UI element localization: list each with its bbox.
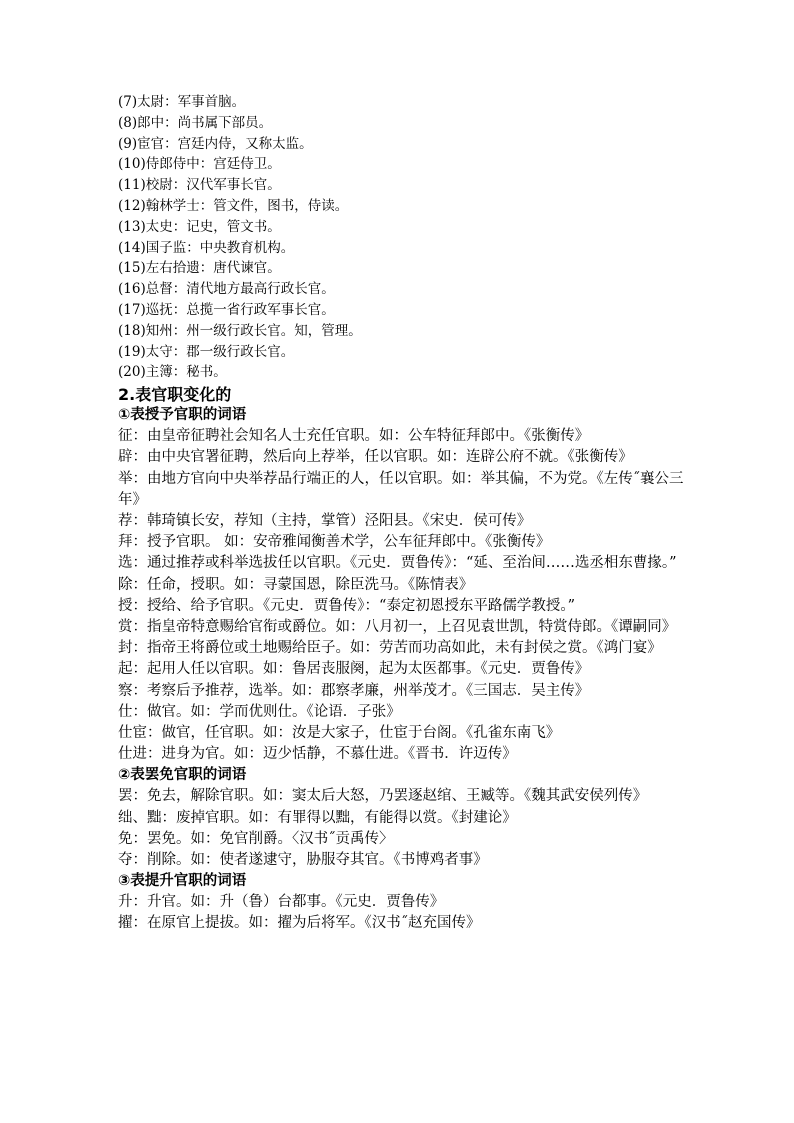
list-item: (10)侍郎侍中：宫廷侍卫。 [118, 156, 281, 173]
term-entry: 举：由地方官向中央举荐品行端正的人，任以官职。如：举其偏，不为党。《左传˝襄公三年》 [118, 470, 684, 508]
group-heading: ③表提升官职的词语 [118, 873, 247, 890]
appointment-terms-group [118, 405, 698, 765]
promotion-terms-group [118, 871, 698, 934]
list-item: (14)国子监：中央教育机构。 [118, 239, 295, 256]
dismissal-terms-group [118, 765, 698, 871]
term-entry: 升：升官。如：升（鲁）台都事。《元史．贾鲁传》 [118, 894, 445, 911]
term-entry: 夺：削除。如：使者遂逮守，胁服夺其官。《书博鸡者事》 [118, 852, 488, 869]
group-heading: ①表授予官职的词语 [118, 407, 247, 424]
list-item: (20)主簿：秘书。 [118, 364, 227, 381]
list-item: (17)巡抚：总揽一省行政军事长官。 [118, 301, 335, 318]
list-item: (11)校尉：汉代军事长官。 [118, 177, 281, 194]
term-entry: 察：考察后予推荐，选举。如：郡察孝廉，州举茂才。《三国志．吴主传》 [118, 682, 590, 699]
term-entry: 免：罢免。如：免官削爵。〈汉书˝贡禹传〉 [118, 830, 394, 847]
term-entry: 仕：做官。如：学而优则仕。《论语．子张》 [118, 703, 401, 720]
term-entry: 起：起用人任以官职。如：鲁居丧服阕，起为太医都事。《元史．贾鲁传》 [118, 661, 590, 678]
list-item: (7)太尉：军事首脑。 [118, 94, 246, 110]
term-entry: 赏：指皇帝特意赐给官衔或爵位。如：八月初一，上召见袁世凯，特赏侍郎。《谭嗣同》 [118, 618, 677, 635]
group-heading: ②表罢免官职的词语 [118, 767, 247, 784]
list-item: (15)左右拾遗：唐代谏官。 [118, 260, 281, 277]
term-entry: 罢：免去，解除官职。如：窦太后大怒，乃罢逐赵绾、王臧等。《魏其武安侯列传》 [118, 788, 648, 805]
list-item: (12)翰林学士：管文件，图书，侍读。 [118, 197, 349, 214]
official-title-list [118, 92, 698, 383]
list-item: (18)知州：州一级行政长官。知，管理。 [118, 322, 362, 339]
section-heading: 2.表官职变化的 [118, 385, 232, 405]
list-item: (9)宦官：宫廷内侍，又称太监。 [118, 135, 313, 152]
term-entry: 仕宦：做官，任官职。如：汝是大家子，仕宦于台阁。《孔雀东南飞》 [118, 725, 561, 741]
term-entry: 绌、黜：废掉官职。如：有罪得以黜，有能得以赏。《封建论》 [118, 809, 517, 826]
list-item: (19)太守：郡一级行政长官。 [118, 343, 295, 360]
list-item: (16)总督：清代地方最高行政长官。 [118, 281, 335, 298]
list-item: (8)郎中：尚书属下部员。 [118, 114, 273, 131]
term-entry: 选：通过推荐或科举选拔任以官职。《元史．贾鲁传》：“延、至治间……选丞相东曹掾。” [118, 555, 677, 572]
list-item: (13)太史：记史，管文书。 [118, 218, 281, 235]
term-entry: 擢：在原官上提拔。如：擢为后将军。《汉书˝赵充国传》 [118, 915, 481, 932]
term-entry: 授：授给、给予官职。《元史．贾鲁传》：“泰定初恩授东平路儒学教授。” [118, 597, 576, 614]
term-entry: 征：由皇帝征聘社会知名人士充任官职。如：公车特征拜郎中。《张衡传》 [118, 428, 590, 445]
term-entry: 仕进：进身为官。如：迈少恬静，不慕仕进。《晋书．许迈传》 [118, 746, 517, 763]
term-entry: 拜：授予官职。 如：安帝雅闻衡善术学，公车征拜郎中。《张衡传》 [118, 534, 551, 551]
term-entry: 封：指帝王将爵位或土地赐给臣子。如：劳苦而功高如此，未有封侯之赏。《鸿门宴》 [118, 640, 662, 657]
term-entry: 荐：韩琦镇长安，荐知（主持，掌管）泾阳县。《宋史．侯可传》 [118, 512, 532, 529]
term-entry: 辟：由中央官署征聘，然后向上荐举，任以官职。如：连辟公府不就。《张衡传》 [118, 449, 633, 466]
term-entry: 除：任命，授职。如：寻蒙国恩，除臣洗马。《陈情表》 [118, 576, 474, 593]
document-page [118, 92, 698, 935]
